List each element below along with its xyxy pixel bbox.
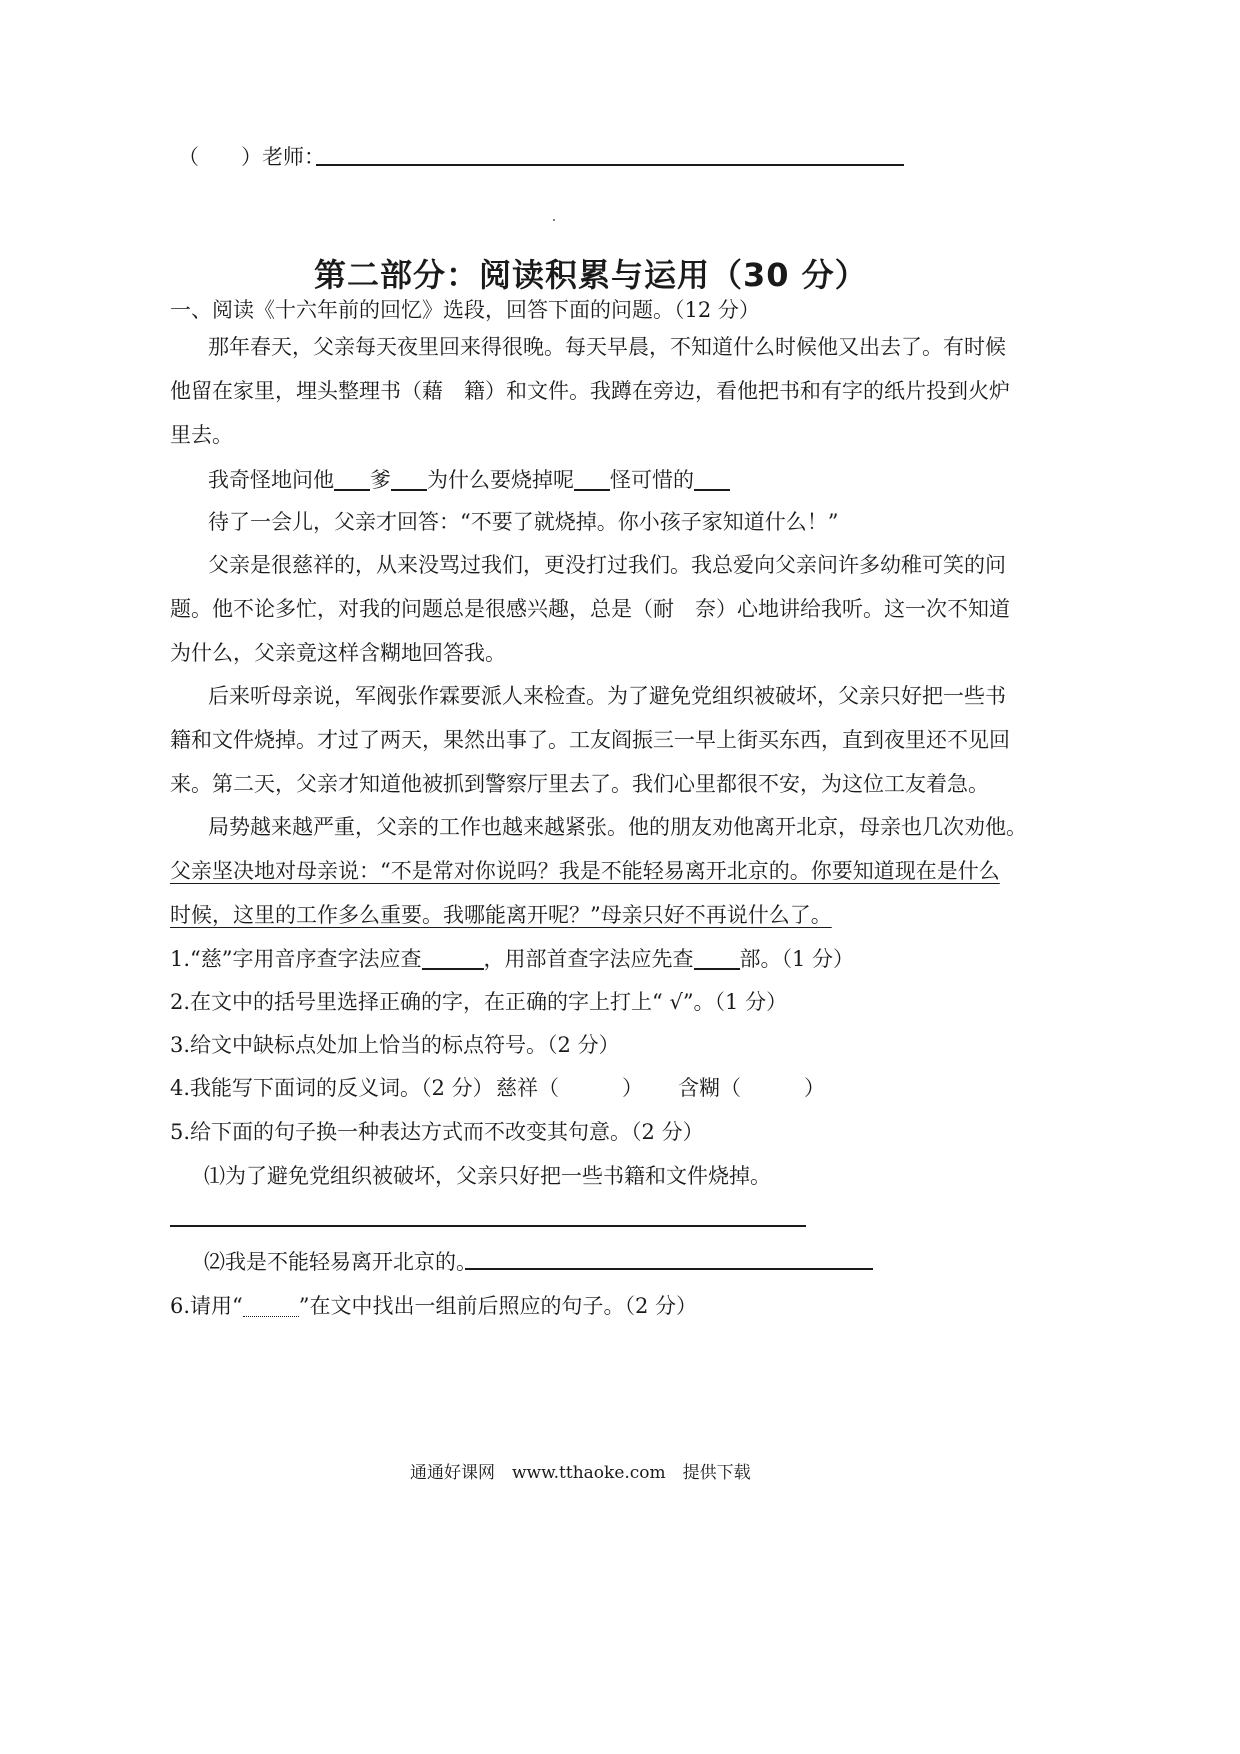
- punctuation-blank-4[interactable]: [694, 469, 730, 491]
- question-intro: 一、阅读《十六年前的回忆》选段，回答下面的问题。（12 分）: [170, 298, 760, 322]
- passage-p5-line1: 后来听母亲说，军阀张作霖要派人来检查。为了避免党组织被破坏，父亲只好把一些书: [208, 684, 1006, 708]
- passage-p4-line1: 父亲是很慈祥的，从来没骂过我们，更没打过我们。我总爱向父亲问许多幼稚可笑的问: [208, 553, 1006, 577]
- footer-source: 通通好课网 www.tthaoke.com 提供下载: [410, 1463, 751, 1483]
- passage-p2-part-c: 为什么要烧掉呢: [427, 468, 574, 492]
- question-1-part-b: ，用部首查字法应先查: [483, 947, 694, 971]
- q4-antonym-cixiang[interactable]: 慈祥（ ）: [496, 1076, 643, 1100]
- question-5-sentence-1: ⑴为了避免党组织被破坏，父亲只好把一些书籍和文件烧掉。: [204, 1164, 771, 1188]
- teacher-answer-line[interactable]: [316, 164, 904, 166]
- question-5-sentence-2: ⑵我是不能轻易离开北京的。: [204, 1250, 477, 1274]
- passage-p4-line2: 题。他不论多忙，对我的问题总是很感兴趣，总是（耐 奈）心地讲给我听。这一次不知道: [170, 597, 1010, 621]
- scan-speck: [553, 219, 555, 221]
- passage-p1-line1: 那年春天，父亲每天夜里回来得很晚。每天早晨，不知道什么时候他又出去了。有时候: [208, 335, 1006, 359]
- passage-p5-line2: 籍和文件烧掉。才过了两天，果然出事了。工友阎振三一早上街买东西，直到夜里还不见回: [170, 728, 1010, 752]
- passage-p2-part-d: 怪可惜的: [610, 468, 694, 492]
- passage-p2-part-a: 我奇怪地问他: [208, 468, 334, 492]
- passage-p3: 待了一会儿，父亲才回答：“不要了就烧掉。你小孩子家知道什么！”: [208, 510, 839, 534]
- question-1-part-c: 部。（1 分）: [739, 947, 855, 971]
- passage-p4-line3: 为什么，父亲竟这样含糊地回答我。: [170, 641, 506, 665]
- q4-antonym-hanhu[interactable]: 含糊（ ）: [678, 1076, 825, 1100]
- passage-p5-line3: 来。第二天，父亲才知道他被抓到警察厅里去了。我们心里都很不安，为这位工友着急。: [170, 772, 989, 796]
- punctuation-blank-2[interactable]: [391, 469, 427, 491]
- question-3: 3.给文中缺标点处加上恰当的标点符号。（2 分）: [170, 1033, 620, 1057]
- question-6: [170, 1296, 697, 1317]
- question-6-part-a: 6.请用“: [170, 1294, 243, 1318]
- passage-p6-line2-underlined: 父亲坚决地对母亲说：“不是常对你说吗？我是不能轻易离开北京的。你要知道现在是什么: [170, 859, 1000, 883]
- section-title: 第二部分：阅读积累与运用（30 分）: [314, 256, 868, 294]
- q5-2-answer-line[interactable]: [465, 1268, 873, 1270]
- q5-1-answer-line[interactable]: [170, 1225, 806, 1227]
- question-6-part-b: ”在文中找出一组前后照应的句子。（2 分）: [298, 1294, 698, 1318]
- punctuation-blank-3[interactable]: [574, 469, 610, 491]
- teacher-label: （ ）老师：: [178, 145, 325, 169]
- q1-letter-blank[interactable]: [422, 948, 484, 970]
- punctuation-blank-1[interactable]: [334, 469, 370, 491]
- q1-radical-blank[interactable]: [694, 948, 740, 970]
- passage-p1-line3: 里去。: [170, 423, 233, 447]
- passage-p6-line1: 局势越来越严重，父亲的工作也越来越紧张。他的朋友劝他离开北京，母亲也几次劝他。: [208, 815, 1027, 839]
- passage-p1-line2: 他留在家里，埋头整理书（藉 籍）和文件。我蹲在旁边，看他把书和有字的纸片投到火炉: [170, 379, 1010, 403]
- passage-p2-part-b: 爹: [370, 468, 391, 492]
- question-1-part-a: 1.“慈”字用音序查字法应查: [170, 947, 422, 971]
- question-4: 4.我能写下面词的反义词。（2 分）: [170, 1076, 494, 1100]
- passage-p6-line3-underlined: 时候，这里的工作多么重要。我哪能离开呢？”母亲只好不再说什么了。: [170, 903, 832, 927]
- question-2: 2.在文中的括号里选择正确的字，在正确的字上打上“ √”。（1 分）: [170, 990, 788, 1014]
- passage-p2: [208, 469, 730, 491]
- question-5: 5.给下面的句子换一种表达方式而不改变其句意。（2 分）: [170, 1120, 704, 1144]
- question-1: [170, 948, 854, 970]
- wavy-underline-symbol: [243, 1300, 299, 1317]
